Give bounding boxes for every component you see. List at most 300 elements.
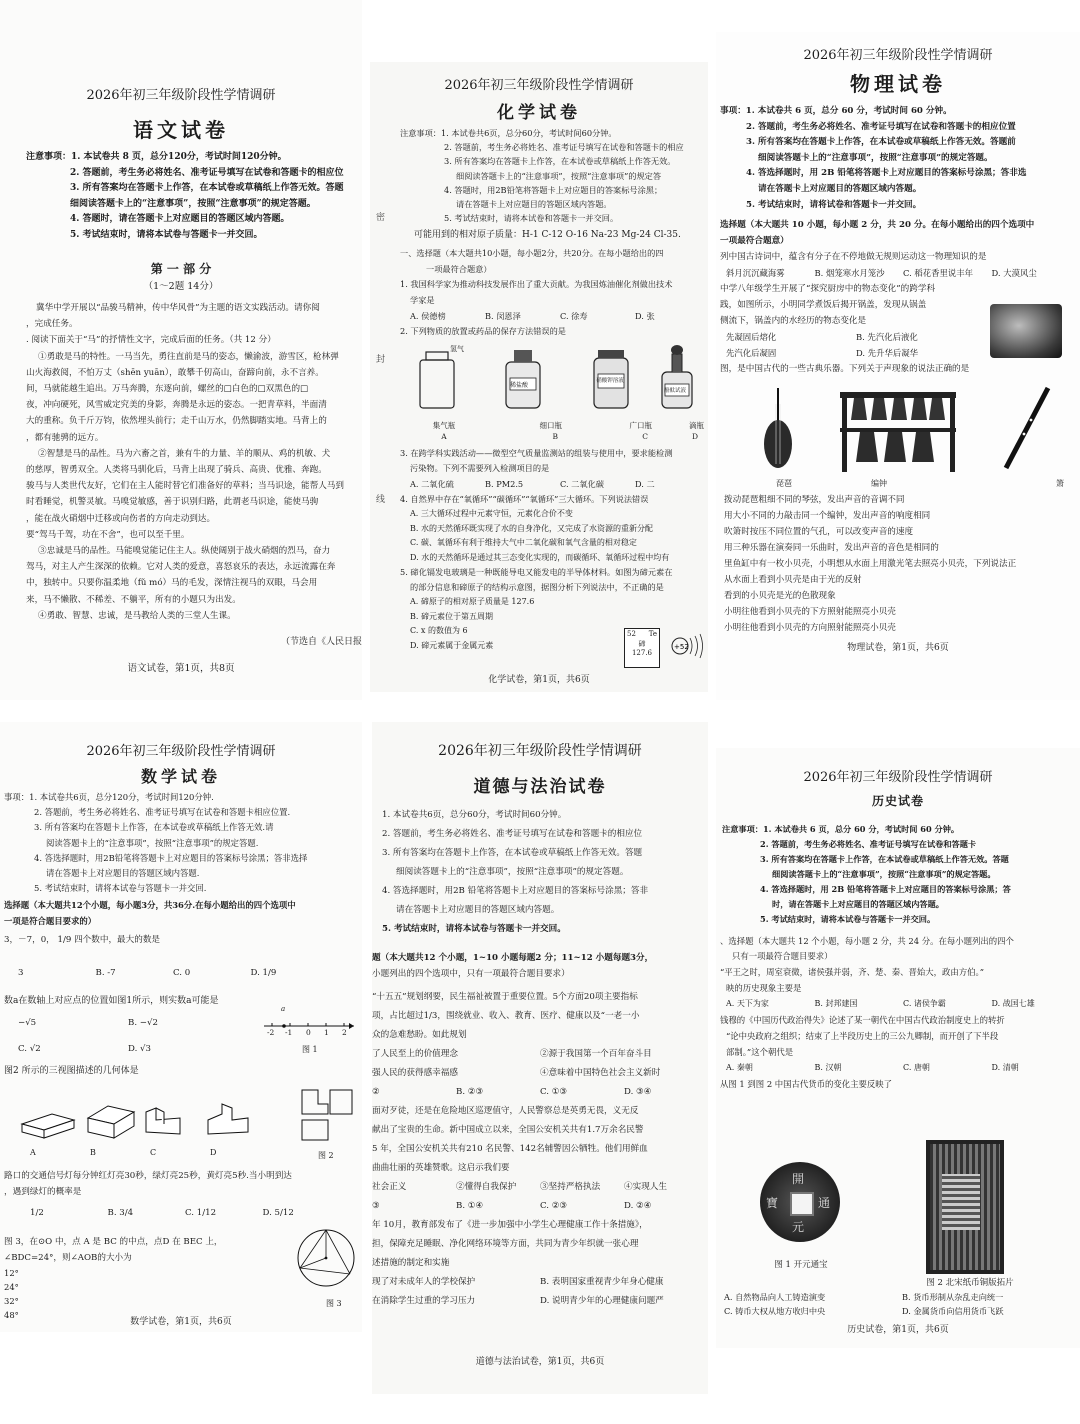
section-heading: 一项最符合题意） [720, 235, 789, 246]
question-text: 列中国古诗词中，蕴含有分子在不停地做无规则运动这一物理知识的是 [720, 252, 987, 263]
statement: ③坚持严格执法 [540, 1182, 601, 1192]
note-line: 4. 答选择题时，用 2B 铅笔将答题卡上对应题目的答案标号涂黑；答 [760, 884, 1011, 894]
option: A. 天下为家 [726, 999, 769, 1008]
option-grid [724, 1290, 1080, 1318]
atom-structure-icon [668, 628, 706, 664]
note-line: 5. 考试结束时，请将本试卷和答题卡一并交回。 [444, 213, 619, 224]
question-text: ，遇到绿灯的概率是 [4, 1187, 82, 1197]
figure-caption: 图 3 [326, 1299, 342, 1308]
passage-line: ③忠诚是马的品性。马能嗅觉能记住主人。纵使阔别于战火硝烟的烈马，奋力 [38, 546, 331, 557]
passage-line: ②智慧是马的品性。马为六畜之首，兼有牛的力量、羊的顺从、鸡的机敏、犬 [38, 448, 331, 459]
option: 32° [4, 1296, 19, 1306]
passage-line: ，能在战火硝烟中迁移或向伤者的方向走动到达。 [26, 513, 216, 524]
figure-caption: 图 1 [302, 1045, 318, 1054]
question-text: 5. 碲化镉发电玻璃是一种既能导电又能发电的半导体材料。如图为碲元素在 [400, 567, 673, 577]
note-line: 细阅读答题卡上的“注意事项”，按照“注意事项”的规定答题。 [758, 152, 993, 163]
section-heading: 选择题（本大题共 10 小题，每小题 2 分，共 20 分。在每小题给出的四个选项中 [720, 220, 1035, 230]
option: D. 张 [635, 311, 655, 322]
question-section [720, 934, 1080, 1092]
option-row [372, 1273, 708, 1292]
question-text: 3. 在跨学科实践活动——微型空气质量监测站的组装与使用中，要求能检测 [400, 448, 673, 458]
statement: ②懂得自我保护 [456, 1182, 517, 1192]
chemistry-exam-page [370, 62, 708, 692]
passage-line: ①勇敢是马的特性。一马当先，勇往直前是马的姿态，懒渝波，游雪区，枪林弹 [38, 351, 339, 362]
option: 用大小不同的力敲击同一个编钟，发出声音的响度相同 [724, 511, 931, 521]
question-text: 的部分信息和碲原子的结构示意图，据图分析下列说法中，不正确的是 [410, 582, 664, 592]
section-heading: 选择题（本大题共12个小题，每小题3分，共36分.在每小题给出的四个选项中 [4, 900, 296, 910]
page-footer: 语文试卷，第1页，共8页 [127, 663, 235, 674]
option: D. 金属货币向信用货币飞跃 [902, 1306, 1004, 1316]
three-view-drawing-icon [302, 1090, 352, 1140]
question-text: 项，占比超过1/3，围绕就业、收入、教育、医疗、健康以及“一老一小 [372, 1011, 640, 1021]
question-text: 中学八年级学生开展了“探究厨房中的物态变化”的跨学科 [720, 284, 936, 295]
bianzhong-bells-icon [840, 392, 956, 472]
section-heading: 一项是符合题目要求的） [4, 915, 97, 926]
coin-char: 通 [818, 1196, 831, 1210]
exam-title: 化学试卷 [497, 103, 581, 123]
passage-line: 间，马就能越生追出。万马奔腾，东逐向前，螺丝的□白色的□双黑色的□ [26, 384, 309, 395]
note-line: 4. 答选择题时，用2B铅笔将答题卡上对应题目的答案标号涂黑；答非选择 [34, 852, 308, 863]
note-line: 3. 所有答案均在答题卡上作答，在本试卷或草稿纸上作答无效。答题 [382, 848, 643, 858]
option: C. √2 [18, 1044, 41, 1054]
caption: 箫 [1056, 479, 1064, 488]
option-row [720, 1060, 1080, 1076]
question-text: 学家是 [410, 294, 435, 305]
note-line: 2. 答题前，考生务必将姓名、准考证号填写在试卷和答题卡的相应位 [382, 829, 643, 839]
caption: D [210, 1148, 217, 1157]
option: 先凝固后熔化 [726, 332, 777, 343]
caption: C [150, 1148, 157, 1157]
note-line: 细阅读答题卡上的“注意事项”，按照“注意事项”的规定答 [456, 170, 662, 181]
question-section [724, 492, 1080, 636]
question-text: “平王之时，周室衰微，诸侯强并弱，齐、楚、秦、晋始大，政由方伯。” [720, 967, 984, 977]
option: D. 水的天然循环是通过其三态变化实现的，而碳循环、氧循环过程中均有 [410, 552, 670, 562]
option: D. 说明青少年的心理健康问题严 [540, 1296, 664, 1306]
option: B. PM2.5 [485, 479, 524, 489]
gas-jar-icon [420, 352, 454, 408]
question-text: 4. 自然界中存在“氧循环”“碳循环”“氧循环”三大循环。下列说法错误 [400, 494, 649, 504]
statement-row [372, 1178, 708, 1197]
exam-header: 2026年初三年级阶段性学情调研 [86, 88, 276, 103]
note-line: 细阅读答题卡上的“注意事项”，按照“注意事项”的规定答题。 [396, 867, 629, 877]
figure-caption: 图 2 北宋纸币铜版拓片 [926, 1278, 1014, 1288]
page-footer: 历史试卷，第1页，共6页 [847, 1325, 949, 1335]
axis-point-label: a [281, 1005, 286, 1013]
note-line: 2. 答题前，考生务必将姓名、准考证号填写在试卷和答题卡的相应位置 [746, 121, 1016, 132]
kaiyuan-coin-photo [760, 1162, 840, 1242]
option: C. 徐寿 [560, 311, 588, 322]
statement: 强人民的获得感幸福感 [372, 1068, 458, 1078]
coin-square-hole [790, 1192, 814, 1216]
option-row [18, 1044, 238, 1054]
option: C. ①③ [540, 1087, 568, 1097]
option: 在消除学生过重的学习压力 [372, 1296, 476, 1306]
note-line: 2. 答题前，考生务必将姓名、准考证号填写在试卷和答题卡相应位置. [34, 807, 291, 818]
question-text: 2. 下列物质的放置或药品的保存方法错误的是 [400, 326, 566, 337]
question-text: 1. 我国科学家为推动科技发展作出了重大贡献。为我国炼油催化剂做出技术 [400, 279, 673, 290]
page-footer: 化学试卷，第1页，共6页 [488, 675, 590, 685]
passage-line: . 阅读下面关于“马”的抒情性文字，完成后面的任务。（共 12 分） [26, 335, 276, 346]
option: B. ②③ [456, 1087, 484, 1097]
passage-line: 中，独转中。只要你温柔地（fǔ mó）马的毛发，深情注视马的双眼，马会用 [26, 578, 318, 589]
option: B. 碲元素位于第五周期 [410, 611, 493, 621]
note-line: 细阅读答题卡上的“注意事项”，按照“注意事项”的规定答题。 [70, 198, 316, 209]
option: D. √3 [128, 1044, 151, 1054]
statement: ④实现人生 [624, 1182, 667, 1192]
coin-char: 元 [792, 1220, 805, 1234]
option: C. x 的数值为 6 [410, 626, 468, 635]
bottle-label: 酚酞试液 [664, 388, 687, 394]
option: C. ②③ [540, 1201, 568, 1211]
tick-label: 0 [306, 1028, 311, 1037]
song-paper-money-rubbing [926, 1140, 1004, 1274]
figure-caption: 图 2 [318, 1151, 334, 1160]
question-text: 践，如图所示，小明同学煮饭后揭开锅盖，发现从锅盖 [720, 300, 927, 311]
exam-header: 2026年初三年级阶段性学情调研 [803, 48, 993, 63]
option: ③ [372, 1201, 380, 1211]
section-heading: 、选择题（本大题共 12 个小题，每小题 2 分，共 24 分。在每小题列出的四个 [720, 936, 1014, 946]
option: C. 稻花香里说丰年 [903, 268, 974, 279]
statement-row [372, 1064, 708, 1083]
note-line: 请在答题卡上对应题目的答题区域内答题。 [758, 183, 922, 194]
solid-b-icon [88, 1106, 134, 1138]
option: B. 表明国家重视青少年身心健康 [540, 1277, 664, 1287]
math-exam-page [0, 722, 362, 1332]
question-section [4, 898, 362, 951]
option: 从水面上看到小贝壳是由于光的反射 [724, 575, 862, 585]
note-line: 3. 所有答案均在答题卡上作答，在本试卷或草稿纸上作答无效.请 [34, 822, 274, 833]
reading-passage [26, 300, 362, 624]
option: 拨动琵琶粗细不同的琴弦，发出声音的音调不同 [724, 495, 905, 505]
option: 3 [18, 968, 24, 978]
notes-block [722, 822, 1080, 927]
option: 1/2 [30, 1208, 44, 1218]
note-line: 5. 考试结束时，请将本试卷与答题卡一并交回。 [70, 229, 263, 240]
note-line: 注意事项：1. 本试卷共6页，总分60分，考试时间60分钟。 [400, 128, 617, 138]
option-row [724, 1290, 1080, 1304]
drip-bottle-icon [662, 345, 692, 408]
caption: 滴瓶 [689, 421, 704, 430]
question-text: 献出了宝贵的生命。新中国成立以来，全国公安机关共有1.7万余名民警 [372, 1125, 644, 1135]
part-range: （1～2题 14分） [143, 281, 219, 292]
option: 小明往他看到小贝壳的下方照射能照亮小贝壳 [724, 607, 896, 617]
question-text: 众的急难愁盼。如此规划 [372, 1030, 467, 1040]
option: −√5 [18, 1018, 37, 1028]
option: A. 秦朝 [726, 1063, 753, 1072]
option: C. 1/12 [185, 1208, 217, 1218]
passage-line: 来，马不懒散、不稀差、不躺平，所有的小题只为出发。 [26, 594, 241, 605]
option-row [400, 308, 708, 324]
element-card [624, 628, 660, 668]
option-row [724, 1304, 1080, 1318]
question-text: “论中央政府之组织；结束了上半段历史上的三公九卿制，而开创了下半段 [726, 1031, 999, 1041]
option: D. 1/9 [250, 968, 277, 978]
note-line: 4. 答题时，请在答题卡上对应题目的答题区域内答题。 [70, 214, 290, 225]
option: A. 侯德榜 [410, 311, 446, 322]
option-row [372, 1292, 708, 1311]
option: 小明往他看到小贝壳的方向照射能照亮小贝壳 [724, 623, 896, 633]
option: B. 封邦建国 [814, 999, 858, 1008]
option: B. -7 [95, 968, 116, 978]
question-section [372, 950, 708, 1311]
chinese-exam-page [0, 0, 362, 700]
three-view-solids-figure [18, 1088, 358, 1144]
notes-block [400, 126, 708, 225]
option-row [18, 968, 328, 978]
option: A. 自然物品向人工铸造演变 [724, 1292, 826, 1302]
option: D. 大漠风尘 [991, 268, 1037, 279]
question-text: 里鱼缸中有一枚小贝壳，小明想从水面上用激光笔去照亮小贝壳，下列说法正 [724, 559, 1017, 569]
option: 现了对未成年人的学校保护 [372, 1277, 476, 1287]
option: B. 3/4 [107, 1208, 134, 1218]
option: 用三种乐器在演奏同一乐曲时，发出声音的音色是相同的 [724, 543, 939, 553]
instrument-captions [764, 478, 1064, 489]
statement-row [372, 1045, 708, 1064]
caption: A [441, 432, 447, 441]
note-line: 3. 所有答案均在答题卡上作答，在本试卷或草稿纸上作答无效。答题 [70, 183, 344, 194]
passage-line: 要“驾马千驾，功在不舍”，也可以至千里。 [26, 529, 190, 540]
exam-header: 2026年初三年级阶段性学情调研 [803, 770, 993, 785]
note-line: 阅读答题卡上的“注意事项”，按照“注意事项”的规定答题. [46, 837, 259, 848]
note-line: 3. 所有答案均在答题卡上作答，在本试卷或草稿纸上作答无效。答题前 [746, 137, 1016, 148]
notes-block [720, 104, 1080, 213]
option: D. ②④ [624, 1201, 652, 1211]
politics-exam-page [372, 722, 708, 1394]
option: A. 三大循环过程中元素守恒，元素化合价不变 [410, 509, 573, 518]
note-line: 请在答题卡上对应题目的答题区域内答题. [46, 868, 200, 879]
question-text: 数a在数轴上对应点的位置如图1所示，则实数a可能是 [4, 996, 219, 1006]
question-section [4, 1234, 294, 1322]
seal-char: 密 [376, 213, 386, 223]
question-text: 从图 1 到图 2 中国古代货币的变化主要反映了 [720, 1079, 893, 1089]
option: D. 清朝 [991, 1063, 1019, 1072]
passage-line: ，都有驰骋的远方。 [26, 432, 104, 443]
bottle-label: 硝酸钾溶液 [596, 378, 624, 384]
instruments-figure [756, 384, 1056, 476]
option-row [720, 996, 1080, 1012]
note-line: 请在答题卡上对应题目的答题区域内答题。 [456, 199, 612, 210]
atomic-masses: 可能用到的相对原子质量：H-1 C-12 O-16 Na-23 Mg-24 Cl-35. [414, 230, 681, 240]
option: D. 先升华后凝华 [856, 348, 918, 359]
option-row [400, 476, 708, 492]
caption: B [552, 432, 558, 441]
caption: 编钟 [871, 479, 887, 488]
note-line: 2. 答题前，考生务必将姓名、准考证号填写在试卷和答题卡 [760, 839, 977, 849]
exam-header: 2026年初三年级阶段性学情调研 [86, 744, 276, 759]
pipa-icon [764, 388, 792, 468]
option: A. 碲原子的相对原子质量是 127.6 [410, 597, 535, 606]
solid-c-icon [146, 1108, 180, 1134]
option: B. ①④ [456, 1201, 484, 1211]
note-line: 1. 本试卷共6页，总分60分，考试时间60分钟。 [382, 810, 567, 820]
question-text: 图2 所示的三视图描述的几何体是 [4, 1066, 139, 1076]
question-text: 钱穆的《中国历代政治得失》论述了某一朝代在中国古代政治制度史上的转折 [720, 1015, 1005, 1025]
option: 吹箫时按压不同位置的气孔，可以改变声音的速度 [724, 527, 914, 537]
option-row [372, 1083, 708, 1102]
option: B. 烟笼寒水月笼沙 [814, 268, 885, 279]
question-text: 曲曲壮丽的英雄赞歌。这启示我们要 [372, 1163, 510, 1173]
section-heading: 一、选择题（本大题共10小题，每小题2分，共20分。在每小题给出的四 [400, 248, 664, 258]
note-line: 5. 考试结束时，请将本试卷与答题卡一并交回。 [760, 914, 936, 924]
solid-d-icon [208, 1104, 248, 1134]
question-text: 污染物。下列不需要列入检测项目的是 [410, 463, 550, 473]
statement: ②源于我国第一个百年奋斗目 [540, 1049, 652, 1059]
option: B. 货币形制从杂乱走向统一 [902, 1292, 1004, 1302]
option: C. 0 [173, 968, 191, 978]
note-line: 4. 答题时，用2B铅笔将答题卡上对应题目的答案标号涂黑； [444, 184, 663, 195]
notes-block [4, 790, 362, 896]
passage-line: 时看睡觉，机警灵敏。马嗅觉敏感，善于识别归路，此谓老马识途，能使马驹 [26, 497, 319, 508]
question-text: ∠BDC=24°，则∠AOB的大小为 [4, 1253, 132, 1263]
note-line: 3. 所有答案均在答题卡上作答，在本试卷或草稿纸上作答无效。答题 [760, 854, 1009, 864]
option: D. 二 [635, 479, 655, 489]
option: A. 二氧化硫 [410, 479, 454, 489]
part-heading: 第 一 部 分 [150, 262, 212, 276]
option: B. 水的天然循环既实现了水的自身净化，又完成了水资源的重新分配 [410, 523, 653, 533]
caption: D [691, 432, 698, 441]
source-note: （节选自《人民日报 [280, 637, 362, 647]
page-footer: 数学试卷，第1页，共6页 [130, 1317, 232, 1327]
option: C. 诸侯争霸 [903, 999, 946, 1008]
option-row [372, 1197, 708, 1216]
passage-line: ④勇敢、智慧、忠诚，是马教给人类的三堂人生课。 [38, 610, 236, 621]
option: B. −√2 [128, 1018, 158, 1028]
bottle-letters [414, 432, 704, 441]
exam-title: 数学试卷 [140, 767, 221, 786]
passage-line: 驾马，对主人产生深深的依赖。它对人类的爱意，喜怒哀乐的表达，永远流露在奔 [26, 562, 336, 573]
figure-caption: 图 1 开元通宝 [774, 1260, 828, 1270]
option: C. 二氧化碳 [560, 479, 604, 489]
option: 48° [4, 1310, 19, 1320]
bottle-captions [414, 420, 704, 431]
note-line: 事项：1. 本试卷共6页，总分120分，考试时间120分钟. [4, 792, 214, 802]
statement: ④意味着中国特色社会主义新时 [540, 1068, 661, 1078]
note-line: 5. 考试结束时，请将本试卷与答题卡一并交回。 [382, 924, 566, 934]
exam-title: 语文试卷 [133, 118, 229, 142]
option-row [720, 345, 986, 361]
caption: 集气瓶 [432, 421, 456, 430]
option: C. 碳、氧循环有利于维持大气中二氧化碳和氧气含量的相对稳定 [410, 538, 637, 547]
question-text: 路口的交通信号灯每分钟红灯亮30秒，绿灯亮25秒，黄灯亮5秒.当小明到达 [4, 1171, 292, 1181]
note-line: 5. 考试结束时，请将试卷和答题卡一并交回。 [746, 199, 922, 210]
xiao-flute-icon [1006, 388, 1048, 468]
solid-a-icon [22, 1114, 74, 1138]
element-name: 碲 [638, 640, 646, 648]
section-heading: 一项最符合题意） [426, 263, 492, 274]
tick-label: 2 [342, 1028, 347, 1037]
pot-lid-photo [990, 304, 1062, 358]
circle-geometry-figure [290, 1216, 360, 1296]
option: 24° [4, 1282, 19, 1292]
option: 斜月沉沉藏海雾 [726, 268, 785, 279]
section-heading: 题（本大题共12 个小题，1~10 小题每题2 分；11~12 小题每题3分， [372, 953, 654, 963]
question-section [400, 446, 708, 653]
dropper-bottle-icon [506, 350, 540, 408]
note-line: 3. 所有答案均在答题卡上作答，在本试卷或草稿纸上作答无效。 [444, 156, 676, 167]
statement: 了人民至上的价值理念 [372, 1049, 458, 1059]
atomic-number: 52 [627, 630, 636, 638]
option: 12° [4, 1268, 19, 1278]
note-line: 5. 考试结束时，请将本试卷与答题卡一并交回. [34, 883, 207, 894]
passage-line: 的慈厚，智勇双全。人类将马驯化后，马背上出现了骑兵、高贵、优雅、奔跑。 [26, 465, 327, 476]
exam-title: 物理试卷 [850, 72, 946, 96]
question-text: 述措施的制定和实施 [372, 1258, 450, 1268]
option: B. 闵恩泽 [485, 311, 521, 322]
option: D. ③④ [624, 1087, 652, 1097]
option: B. 汉朝 [814, 1063, 842, 1072]
note-line: 4. 答选择题时，用2B 铅笔将答题卡上对应题目的答案标号涂黑；答非 [382, 886, 649, 896]
question-text: 3，－7，0， 1/9 四个数中，最大的数是 [4, 935, 161, 946]
question-text: 年 10月，教育部发布了《进一步加强中小学生心理健康工作十条措施》， [372, 1220, 648, 1230]
question-text: 5 年，全国公安机关共有210 名民警、142名辅警因公牺牲。他们用鲜血 [372, 1144, 648, 1154]
option: C. 唐朝 [903, 1063, 930, 1072]
question-section [4, 1168, 362, 1200]
question-section [400, 246, 708, 340]
passage-line: 山火海救阅，不怕万丈（shēn yuān），敢攀千仞高山，奋蹄向前，永不言养。 [26, 367, 324, 378]
option: B. 先汽化后液化 [856, 332, 918, 343]
coin-char: 開 [792, 1172, 805, 1186]
tick-label: -2 [267, 1028, 275, 1037]
note-line: 注意事项：1. 本试卷共 8 页，总分120分，考试时间120分钟。 [26, 152, 287, 162]
notes-block [382, 806, 708, 939]
note-line: 事项：1. 本试卷共 6 页，总分 60 分，考试时间 60 分钟。 [720, 106, 952, 116]
solid-letters [30, 1148, 270, 1157]
seal-char: 封 [376, 355, 386, 365]
option: 看到的小贝壳是光的色散现象 [724, 591, 836, 601]
option: D. 5/12 [262, 1208, 294, 1218]
passage-line: ，完成任务。 [26, 319, 78, 330]
note-line: 时，请在答题卡上对应题目的答题区域内答题。 [772, 899, 944, 909]
tick-label: 1 [324, 1028, 329, 1037]
question-text: “十五五”规划纲要，民生福祉被置于重要位置。5个方面20项主要指标 [372, 992, 638, 1002]
question-text: 图，是中国古代的一些古典乐器。下列关于声现象的说法正确的是 [720, 364, 970, 375]
option: 先汽化后凝固 [726, 348, 777, 359]
section-heading: 小题列出的四个选项中，只有一项最符合题目要求） [372, 969, 570, 979]
seal-char: 线 [376, 495, 386, 505]
page-footer: 道德与法治试卷，第1页，共6页 [475, 1357, 605, 1367]
note-line: 注意事项：1. 本试卷共 6 页，总分 60 分，考试时间 60 分钟。 [722, 824, 960, 834]
caption: 琵琶 [776, 479, 792, 488]
caption: C [642, 432, 648, 441]
exam-header: 2026年初三年级阶段性学情调研 [438, 743, 642, 759]
option-row [720, 329, 986, 345]
section-heading: 只有一项最符合题目要求） [732, 951, 833, 961]
caption: A [30, 1148, 36, 1157]
exam-header: 2026年初三年级阶段性学情调研 [444, 78, 634, 93]
passage-line: 大的重称。负千斤万钧，依然埋头前行；走千山万水，仍然脚踏实地。马背上的 [26, 416, 327, 427]
passage-line: 冀华中学开展以“品骏马精神，传中华风骨”为主题的语文实践活动。请你阅 [36, 303, 320, 313]
caption: B [90, 1148, 96, 1157]
option-row [720, 265, 1080, 281]
note-line: 2. 答题前，考生务必将姓名、准考证号填写在试卷和答题卡的相应位 [70, 167, 344, 178]
question-text: 映的历史现象主要是 [726, 983, 802, 993]
note-line: 请在答题卡上对应题目的答题区域内答题。 [396, 905, 560, 915]
question-text: 担，保障充足睡眠、净化网络环境等方面，共同为青少年织就一张心理 [372, 1239, 639, 1249]
exam-title: 道德与法治试卷 [473, 777, 607, 797]
physics-exam-page [716, 32, 1080, 700]
option: C. 铸币大权从地方收归中央 [724, 1306, 826, 1316]
money-plate-center [942, 1174, 980, 1230]
caption: 广口瓶 [629, 421, 652, 430]
option-row [18, 1018, 238, 1028]
tick-label: -1 [285, 1028, 293, 1037]
question-text: 面对歹徒，还是在危险地区巡逻值守，人民警察总是英勇无畏，义无反 [372, 1106, 639, 1116]
atomic-mass: 127.6 [631, 649, 653, 657]
caption: 细口瓶 [539, 421, 562, 430]
history-exam-page [716, 748, 1080, 1348]
question-text: 侧流下，锅盖内的水经历的物态变化是 [720, 316, 867, 327]
exam-title: 历史试卷 [871, 794, 924, 808]
